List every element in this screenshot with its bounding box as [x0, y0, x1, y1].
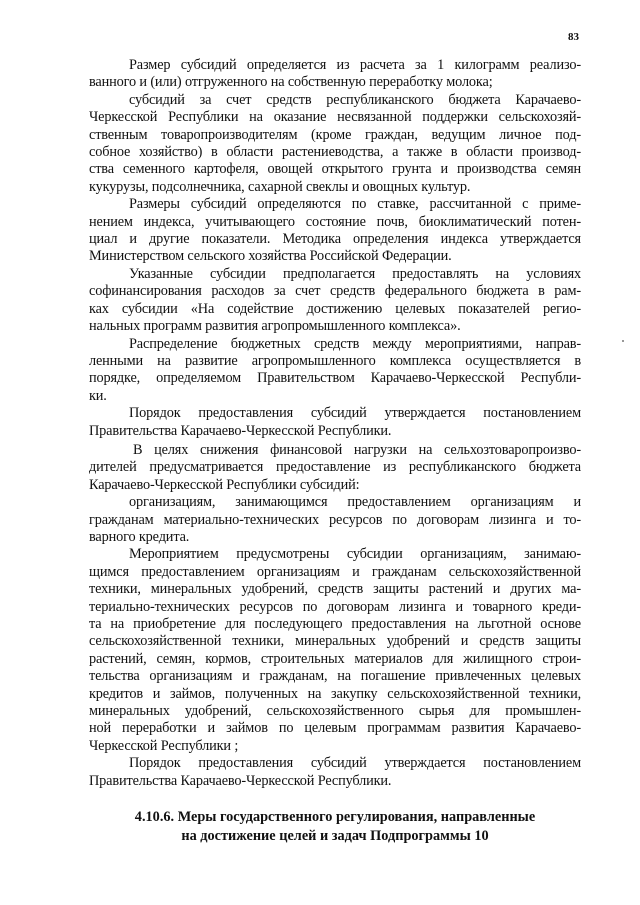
text-line: кредитов и займов, полученных на закупку сельскохозяйственной техники,	[89, 685, 581, 702]
text-line: Размеры субсидий определяются по ставке, рассчитанной с приме-	[129, 196, 581, 213]
paragraph	[89, 546, 581, 755]
text-line: Правительства Карачаево-Черкесской Республики.	[89, 422, 392, 439]
text-line: Карачаево-Черкесской Республики субсидий:	[89, 476, 360, 493]
text-line: Черкесской Республики на оказание несвязанной поддержки сельскохозяй-	[89, 109, 581, 126]
margin-mark	[622, 340, 624, 342]
text-line: сельскохозяйственной техники, минеральных удобрений и средств защиты	[89, 633, 581, 650]
text-line: Указанные субсидии предполагается предоставлять на условиях	[129, 265, 581, 282]
paragraph	[89, 196, 581, 266]
text-line: циал и другие показатели. Методика определения индекса утверждается	[89, 231, 581, 248]
text-line: софинансирования расходов за счет средств федерального бюджета в рам-	[89, 283, 581, 300]
text-line: териально-технических ресурсов по договорам лизинга и товарного креди-	[89, 598, 581, 615]
text-line: Размер субсидий определяется из расчета за 1 килограмм реализо-	[129, 57, 581, 73]
text-line: ках субсидии «На содействие достижению целевых показателей регио-	[89, 300, 581, 317]
section-heading-line-2: на достижение целей и задач Подпрограммы 10	[181, 828, 489, 844]
text-line: кукурузы, подсолнечника, сахарной свеклы и овощных культур.	[89, 178, 471, 195]
text-line: техники, минеральных удобрений, средств защиты растений и других ма-	[89, 581, 581, 598]
text-line: ной переработки и займов по целевым программам развития Карачаево-	[89, 720, 581, 737]
text-line: тельства организациям и гражданам, на погашение привлеченных целевых	[89, 668, 581, 685]
text-line: Черкесской Республики ;	[89, 737, 239, 754]
text-line: ванного и (или) отгруженного на собственную переработку молока;	[89, 74, 493, 91]
text-line: порядке, определяемом Правительством Карачаево-Черкесской Республи-	[89, 370, 581, 387]
paragraph-list	[89, 57, 581, 790]
text-line: нением индекса, учитывающего состояние почв, биоклиматический потен-	[89, 213, 581, 230]
text-line: субсидий за счет средств республиканского бюджета Карачаево-	[129, 91, 581, 108]
text-line: Правительства Карачаево-Черкесской Республики.	[89, 772, 392, 789]
paragraph	[89, 92, 581, 196]
text-line: минеральных удобрений, сельскохозяйственного сырья для промышлен-	[89, 703, 581, 720]
text-line: гражданам материально-технических ресурсов по договорам лизинга и то-	[89, 511, 581, 528]
text-line: ленными на развитие агропромышленного комплекса осуществляется в	[89, 352, 581, 369]
text-line: варного кредита.	[89, 528, 190, 545]
text-line: организациям, занимающимся предоставлением организациям и	[129, 494, 581, 511]
text-line: щимся предоставлением организациям и гражданам сельскохозяйственной	[89, 563, 581, 580]
section-heading-line-1: 4.10.6. Меры государственного регулирования, направленные	[134, 809, 536, 825]
text-line: Распределение бюджетных средств между мероприятиями, направ-	[129, 335, 581, 352]
paragraph	[89, 57, 581, 92]
paragraph	[89, 755, 581, 790]
text-line: растений, семян, кормов, строительных материалов для жилищного строи-	[89, 650, 581, 667]
text-line: Порядок предоставления субсидий утверждается постановлением	[129, 755, 581, 772]
paragraph	[89, 266, 581, 336]
text-line: та на приобретение для последующего предоставления на льготной основе	[89, 616, 581, 632]
text-line: Мероприятием предусмотрены субсидии организациям, занимаю-	[129, 546, 581, 563]
section-heading	[89, 808, 581, 846]
body-text	[89, 57, 581, 790]
text-line: собное хозяйство) в области растениеводства, а также в области производ-	[89, 144, 581, 161]
text-line: нальных программ развития агропромышленного комплекса».	[89, 318, 461, 335]
paragraph	[89, 336, 581, 406]
paragraph	[89, 494, 581, 546]
text-line: ства семенного картофеля, овощей открытого грунта и производства семян	[89, 161, 581, 178]
text-line: Министерством сельского хозяйства Российской Федерации.	[89, 248, 452, 265]
text-line: В целях снижения финансовой нагрузки на сельхозтоваропроизво-	[133, 441, 581, 458]
paragraph	[89, 442, 581, 494]
page-number: 83	[568, 31, 579, 43]
text-line: ственным товаропроизводителям (кроме граждан, ведущим личное под-	[89, 126, 581, 143]
text-line: ки.	[89, 387, 107, 404]
text-line: дителей предусматривается предоставление из республиканского бюджета	[89, 459, 581, 476]
paragraph	[89, 405, 581, 440]
text-line: Порядок предоставления субсидий утверждается постановлением	[129, 405, 581, 422]
